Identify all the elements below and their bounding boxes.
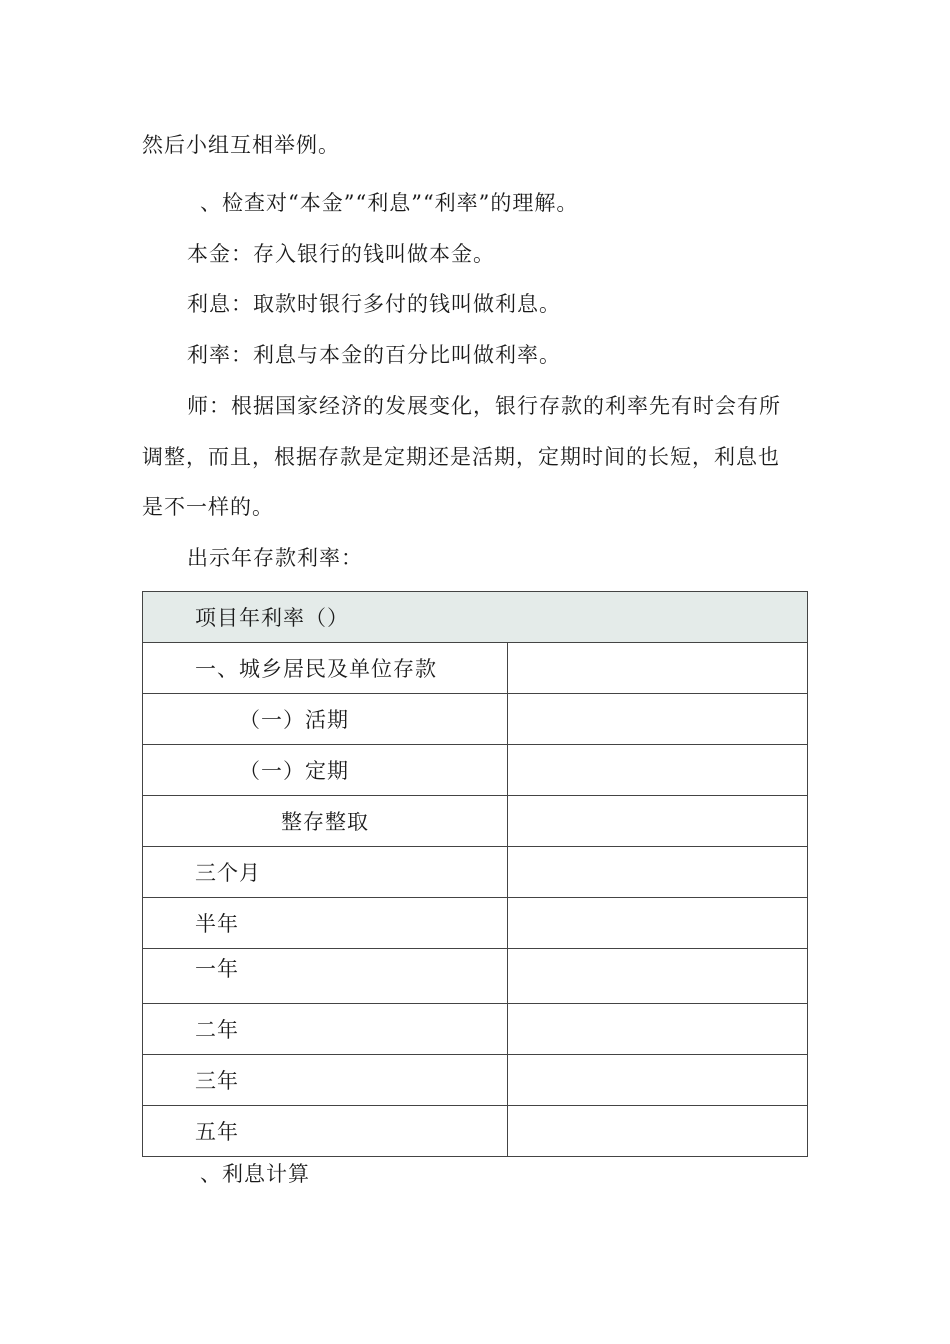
paragraph-rate-definition: 利率：利息与本金的百分比叫做利率。 [187,343,561,367]
paragraph-group-activity: 然后小组互相举例。 [142,133,340,157]
row-value [507,1106,807,1157]
table-row [143,898,808,949]
table-row [143,1106,808,1157]
row-value [507,847,807,898]
row-value [507,694,807,745]
paragraph-show-rates: 出示年存款利率： [187,546,363,570]
row-label: 半年 [143,898,508,949]
paragraph-principal-definition: 本金：存入银行的钱叫做本金。 [187,242,495,266]
row-label: （一）定期 [143,745,508,796]
table-row [143,796,808,847]
deposit-rate-table [142,591,808,1157]
paragraph-teacher-line-2: 调整，而且，根据存款是定期还是活期，定期时间的长短，利息也 [142,445,780,469]
paragraph-interest-calculation: 、利息计算 [200,1162,310,1186]
row-label: 五年 [143,1106,508,1157]
table-row [143,643,808,694]
row-value [507,745,807,796]
row-label: （一）活期 [143,694,508,745]
table-row [143,694,808,745]
row-label: 整存整取 [143,796,508,847]
table-row [143,745,808,796]
table-row [143,1004,808,1055]
paragraph-teacher-line-3: 是不一样的。 [142,495,274,519]
paragraph-interest-definition: 利息：取款时银行多付的钱叫做利息。 [187,292,561,316]
row-label: 三年 [143,1055,508,1106]
table-row [143,1055,808,1106]
table-header-cell: 项目年利率（） [143,592,808,643]
row-label: 一年 [143,949,508,1004]
row-value [507,1004,807,1055]
row-label: 二年 [143,1004,508,1055]
row-label: 一、城乡居民及单位存款 [143,643,508,694]
paragraph-check-understanding: 、检查对“本金”“利息”“利率”的理解。 [200,191,579,215]
row-value [507,643,807,694]
table-header-row [143,592,808,643]
row-label: 三个月 [143,847,508,898]
row-value [507,898,807,949]
table-row [143,949,808,1004]
row-value [507,1055,807,1106]
paragraph-teacher-line-1: 师：根据国家经济的发展变化，银行存款的利率先有时会有所 [187,394,781,418]
row-value [507,796,807,847]
table-row [143,847,808,898]
row-value [507,949,807,1004]
